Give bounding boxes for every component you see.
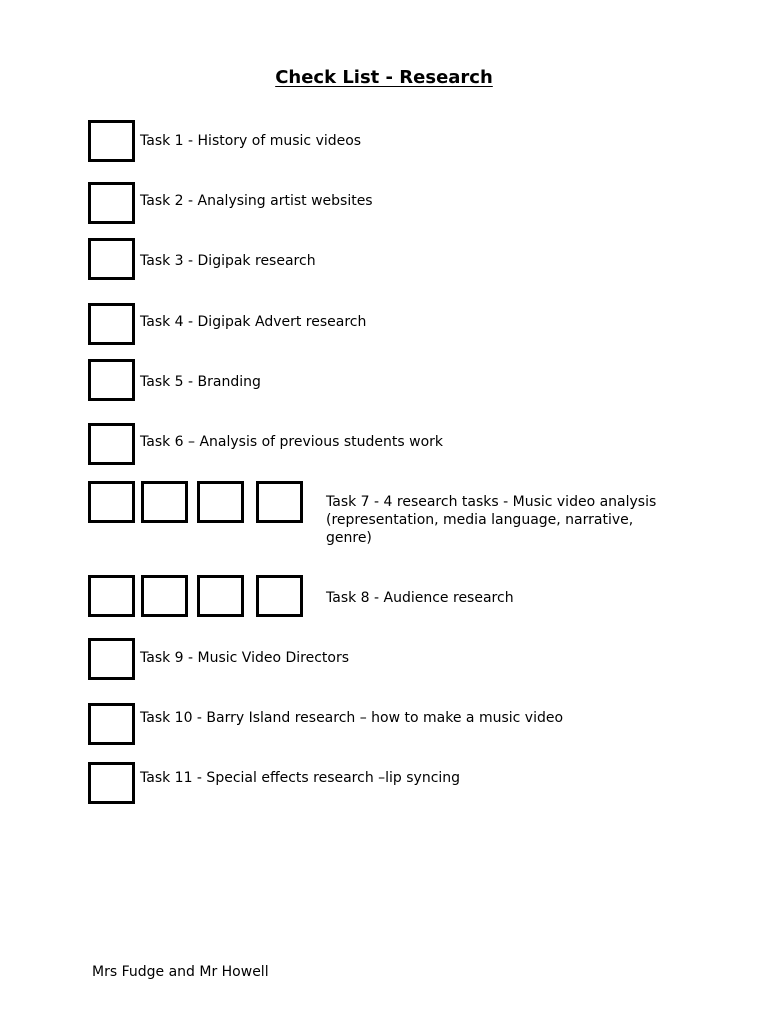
task-9-label: Task 9 - Music Video Directors [140, 650, 350, 666]
task-4-label: Task 4 - Digipak Advert research [140, 314, 367, 330]
task-2-label: Task 2 - Analysing artist websites [140, 193, 373, 209]
task-1-checkbox[interactable] [88, 120, 135, 162]
task-7-label: Task 7 - 4 research tasks - Music video analysis (representation, media language, narrative, genre) [326, 494, 657, 546]
task-8-checkbox-1[interactable] [88, 575, 135, 617]
task-11-label: Task 11 - Special effects research –lip syncing [140, 770, 461, 786]
task-3-label: Task 3 - Digipak research [140, 253, 316, 269]
task-8-checkbox-2[interactable] [141, 575, 188, 617]
task-7-checkbox-3[interactable] [197, 481, 244, 523]
task-5-label: Task 5 - Branding [140, 374, 261, 390]
task-11-checkbox[interactable] [88, 762, 135, 804]
task-8-label: Task 8 - Audience research [326, 590, 514, 606]
task-8-checkbox-4[interactable] [256, 575, 303, 617]
task-1-label: Task 1 - History of music videos [140, 133, 362, 149]
task-2-checkbox[interactable] [88, 182, 135, 224]
task-6-label: Task 6 – Analysis of previous students work [140, 434, 443, 450]
task-4-checkbox[interactable] [88, 303, 135, 345]
task-3-checkbox[interactable] [88, 238, 135, 280]
task-10-label: Task 10 - Barry Island research – how to make a music video [140, 710, 564, 726]
page-title: Check List - Research [275, 67, 493, 88]
task-5-checkbox[interactable] [88, 359, 135, 401]
task-8-checkbox-3[interactable] [197, 575, 244, 617]
task-9-checkbox[interactable] [88, 638, 135, 680]
footer-authors: Mrs Fudge and Mr Howell [92, 964, 269, 980]
task-7-checkbox-4[interactable] [256, 481, 303, 523]
task-7-checkbox-1[interactable] [88, 481, 135, 523]
task-10-checkbox[interactable] [88, 703, 135, 745]
task-7-checkbox-2[interactable] [141, 481, 188, 523]
task-6-checkbox[interactable] [88, 423, 135, 465]
